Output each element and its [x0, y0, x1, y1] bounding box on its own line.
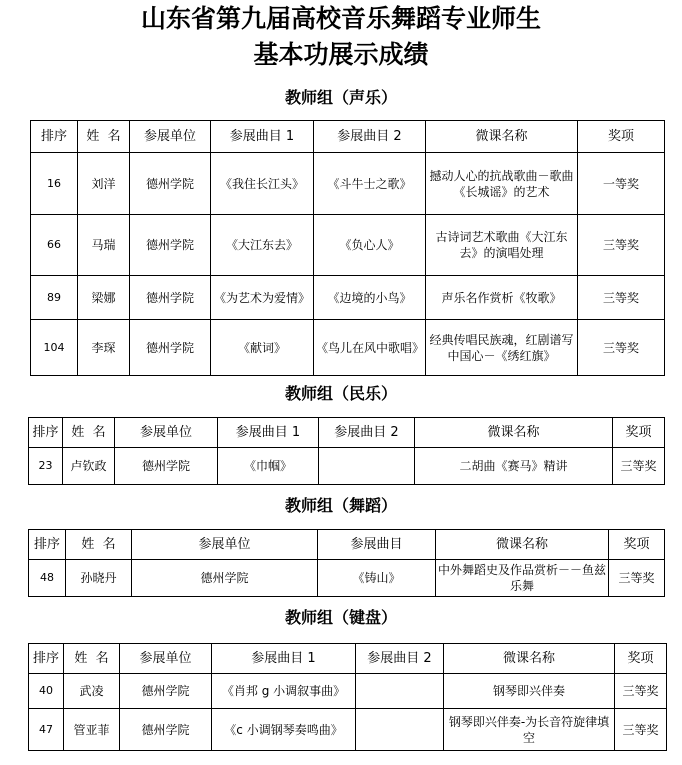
cell-unit: 德州学院	[120, 674, 212, 709]
cell-award: 三等奖	[613, 448, 665, 485]
header-unit: 参展单位	[132, 530, 318, 560]
cell-name: 李琛	[78, 320, 130, 376]
header-award: 奖项	[613, 418, 665, 448]
table-keyboard	[28, 643, 667, 751]
header-piece1: 参展曲目 1	[212, 644, 356, 674]
header-name: 姓 名	[66, 530, 132, 560]
cell-microlesson: 撼动人心的抗战歌曲－歌曲《长城谣》的艺术	[426, 153, 578, 215]
header-microlesson: 微课名称	[444, 644, 615, 674]
cell-microlesson: 钢琴即兴伴奏-为长音符旋律填空	[444, 709, 615, 751]
table-row	[29, 674, 667, 709]
cell-rank: 104	[31, 320, 78, 376]
section-title-keyboard: 教师组（键盘）	[284, 608, 397, 627]
cell-rank: 47	[29, 709, 64, 751]
header-unit: 参展单位	[115, 418, 218, 448]
cell-name: 武凌	[64, 674, 120, 709]
cell-award: 三等奖	[578, 320, 665, 376]
header-piece2: 参展曲目 2	[319, 418, 415, 448]
cell-unit: 德州学院	[130, 320, 211, 376]
table-folk	[28, 417, 665, 485]
header-microlesson: 微课名称	[426, 121, 578, 153]
cell-unit: 德州学院	[130, 276, 211, 320]
cell-name: 卢钦政	[63, 448, 115, 485]
table-header-row	[29, 418, 665, 448]
cell-unit: 德州学院	[130, 153, 211, 215]
cell-award: 三等奖	[609, 560, 665, 597]
header-rank: 排序	[29, 644, 64, 674]
cell-piece1: 《我住长江头》	[211, 153, 314, 215]
cell-piece1: 《献词》	[211, 320, 314, 376]
cell-rank: 48	[29, 560, 66, 597]
cell-microlesson: 经典传唱民族魂，红剧谱写中国心－《绣红旗》	[426, 320, 578, 376]
header-piece2: 参展曲目 2	[356, 644, 444, 674]
cell-piece2	[356, 674, 444, 709]
cell-piece1: 《大江东去》	[211, 215, 314, 276]
header-rank: 排序	[29, 530, 66, 560]
cell-rank: 16	[31, 153, 78, 215]
section-title-dance: 教师组（舞蹈）	[284, 496, 397, 515]
section-title-folk: 教师组（民乐）	[284, 384, 397, 403]
table-header-row	[29, 530, 665, 560]
header-name: 姓 名	[78, 121, 130, 153]
cell-piece2	[356, 709, 444, 751]
table-row	[31, 215, 665, 276]
table-row	[31, 276, 665, 320]
cell-unit: 德州学院	[120, 709, 212, 751]
cell-piece1: 《c 小调钢琴奏鸣曲》	[212, 709, 356, 751]
section-title-vocal: 教师组（声乐）	[284, 88, 397, 107]
cell-name: 孙晓丹	[66, 560, 132, 597]
header-name: 姓 名	[63, 418, 115, 448]
header-rank: 排序	[31, 121, 78, 153]
page-title-line1: 山东省第九届高校音乐舞蹈专业师生	[140, 4, 541, 33]
table-row	[31, 320, 665, 376]
table-row	[31, 153, 665, 215]
cell-name: 马瑞	[78, 215, 130, 276]
table-row	[29, 709, 667, 751]
cell-award: 三等奖	[578, 215, 665, 276]
cell-microlesson: 古诗词艺术歌曲《大江东去》的演唱处理	[426, 215, 578, 276]
header-unit: 参展单位	[130, 121, 211, 153]
cell-piece1: 《肖邦 g 小调叙事曲》	[212, 674, 356, 709]
cell-unit: 德州学院	[132, 560, 318, 597]
cell-piece2: 《负心人》	[314, 215, 426, 276]
page-title-line2: 基本功展示成绩	[253, 40, 429, 69]
cell-microlesson: 声乐名作赏析《牧歌》	[426, 276, 578, 320]
header-rank: 排序	[29, 418, 63, 448]
table-dance	[28, 529, 665, 597]
cell-rank: 40	[29, 674, 64, 709]
cell-microlesson: 钢琴即兴伴奏	[444, 674, 615, 709]
cell-award: 一等奖	[578, 153, 665, 215]
cell-microlesson: 二胡曲《赛马》精讲	[415, 448, 613, 485]
cell-name: 刘洋	[78, 153, 130, 215]
cell-unit: 德州学院	[115, 448, 218, 485]
header-piece1: 参展曲目 1	[211, 121, 314, 153]
cell-piece: 《铸山》	[318, 560, 436, 597]
table-row	[29, 560, 665, 597]
header-unit: 参展单位	[120, 644, 212, 674]
header-award: 奖项	[578, 121, 665, 153]
cell-rank: 23	[29, 448, 63, 485]
cell-piece2	[319, 448, 415, 485]
header-award: 奖项	[615, 644, 667, 674]
cell-award: 三等奖	[578, 276, 665, 320]
header-name: 姓 名	[64, 644, 120, 674]
header-piece1: 参展曲目 1	[218, 418, 319, 448]
cell-piece2: 《鸟儿在风中歌唱》	[314, 320, 426, 376]
cell-piece2: 《斗牛士之歌》	[314, 153, 426, 215]
header-award: 奖项	[609, 530, 665, 560]
cell-name: 管亚菲	[64, 709, 120, 751]
cell-rank: 89	[31, 276, 78, 320]
cell-piece2: 《边境的小鸟》	[314, 276, 426, 320]
table-row	[29, 448, 665, 485]
cell-piece1: 《为艺术为爱情》	[211, 276, 314, 320]
cell-microlesson: 中外舞蹈史及作品赏析－－鱼兹乐舞	[436, 560, 609, 597]
header-microlesson: 微课名称	[436, 530, 609, 560]
header-piece: 参展曲目	[318, 530, 436, 560]
cell-rank: 66	[31, 215, 78, 276]
header-microlesson: 微课名称	[415, 418, 613, 448]
cell-award: 三等奖	[615, 709, 667, 751]
cell-name: 梁娜	[78, 276, 130, 320]
table-vocal	[30, 120, 665, 376]
table-header-row	[31, 121, 665, 153]
header-piece2: 参展曲目 2	[314, 121, 426, 153]
cell-piece1: 《巾帼》	[218, 448, 319, 485]
cell-award: 三等奖	[615, 674, 667, 709]
table-header-row	[29, 644, 667, 674]
cell-unit: 德州学院	[130, 215, 211, 276]
